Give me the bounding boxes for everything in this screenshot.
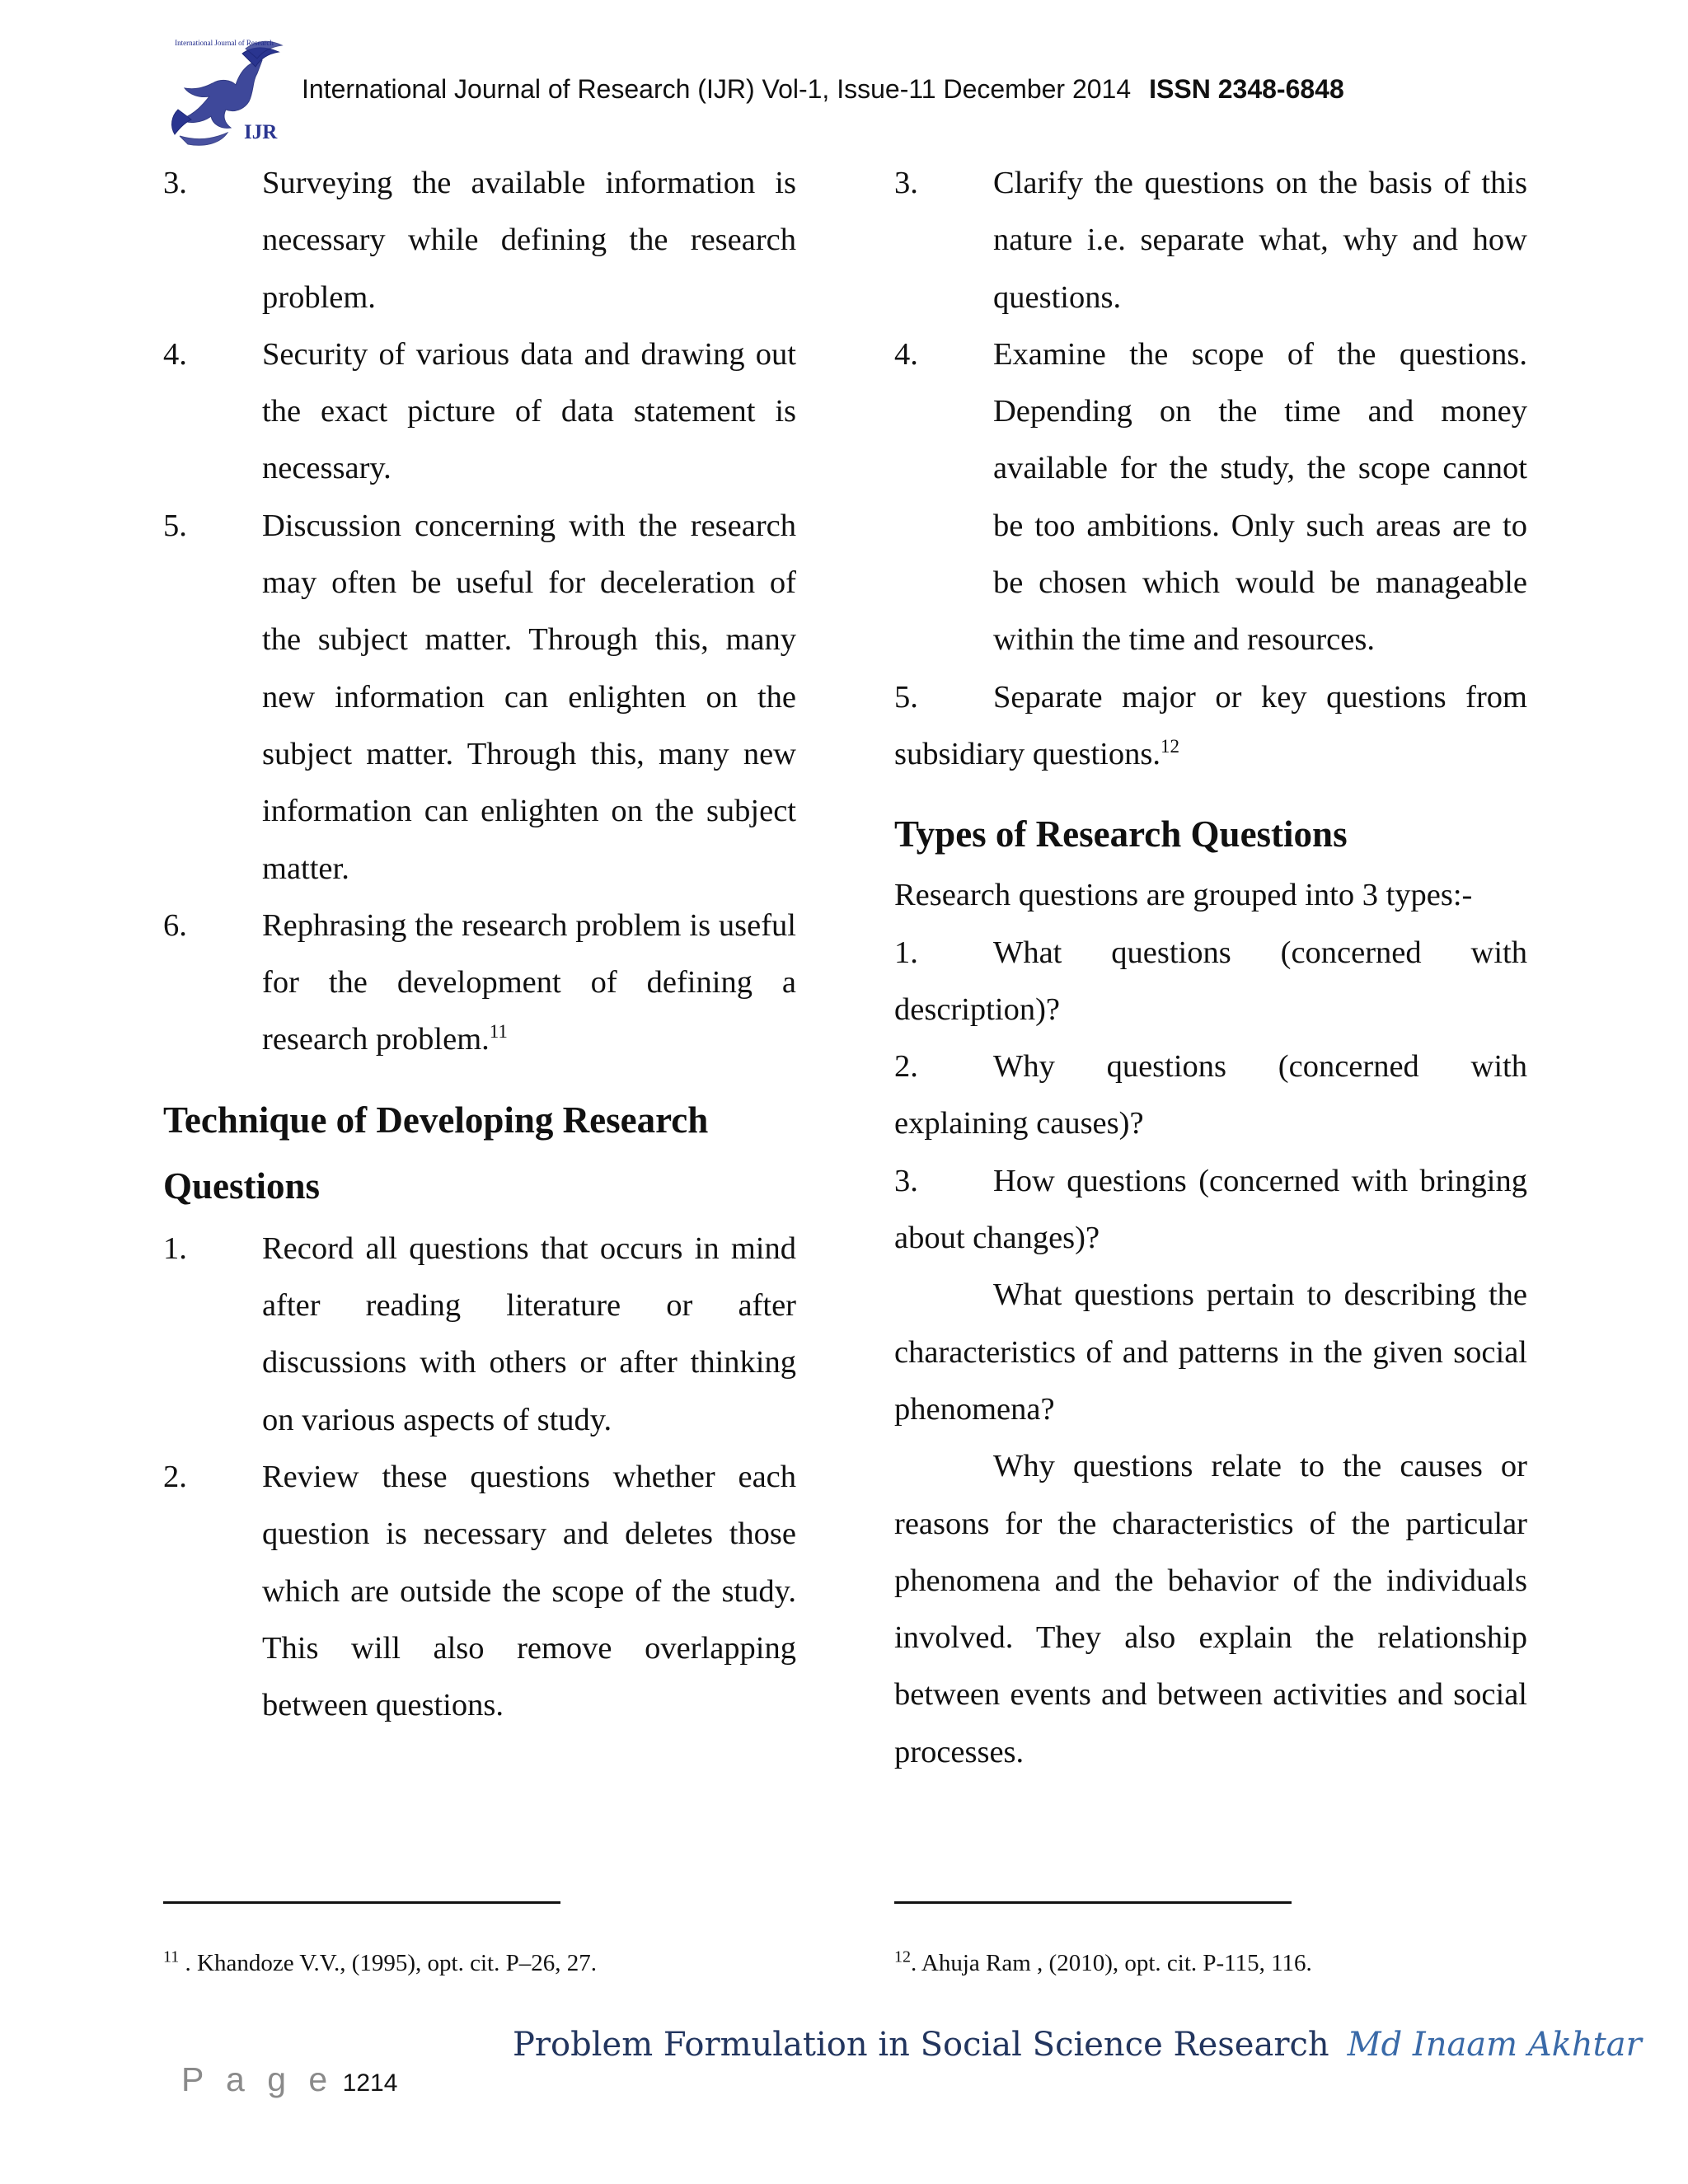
list-item [894,1038,1527,1153]
footnote-ref: 11 [489,1021,508,1043]
body-paragraph: Why questions relate to the causes or reasons for the characteristics of the particular phenomena and the behavior of the individuals involved. They also explain the relationship between events and between activities and social processes. [894,1449,1527,1769]
list-item [894,1153,1527,1268]
journal-issn: ISSN 2348-6848 [1149,74,1344,104]
list-text: Record all questions that occurs in mind after reading literature or after discussions with others or after thinking on various aspects of study. [262,1230,796,1437]
logo-ijr-text: IJR [244,121,278,143]
list-item [894,326,1527,669]
list-item [894,155,1527,326]
list-text: Separate major or key questions from subsidiary questions. [894,679,1527,771]
list-number: 3. [894,1163,918,1198]
page-number-label [181,2060,397,2099]
list-text: Discussion concerning with the research may often be useful for deceleration of the subject matter. Through this, many new information can enlighten on the subject matter. Through this, many new information can enlighten on the subject matter. [262,508,796,886]
logo-top-text: International Journal of Research [175,39,274,47]
list-item [163,1221,796,1449]
ijr-logo [163,37,285,161]
right-column [894,155,1527,1781]
page-number: 1214 [342,2069,398,2097]
list-number: 2. [163,1459,187,1494]
list-text: Security of various data and drawing out the exact picture of data statement is necessary. [262,336,796,486]
list-text: Clarify the questions on the basis of this nature i.e. separate what, why and how questions. [993,166,1527,315]
list-item [894,669,1527,784]
list-text: Why questions (concerned with explaining causes)? [894,1049,1527,1141]
list-item [163,155,796,326]
list-number: 4. [894,336,918,372]
footnote-number: 11 [163,1947,180,1966]
footnote-12 [894,1947,1312,1977]
list-text: Rephrasing the research problem is useful for the development of defining a research problem. [262,907,796,1057]
list-text: Surveying the available information is necessary while defining the research problem. [262,166,796,315]
footnote-separator [894,1901,1292,1904]
list-number: 3. [163,166,187,200]
journal-header [302,74,1344,105]
list-number: 6. [163,907,187,943]
list-text: How questions (concerned with bringing about changes)? [894,1163,1527,1256]
footnote-separator [163,1901,560,1904]
page-header [163,37,1523,161]
section-heading: Technique of Developing Research Questions [163,1099,709,1207]
list-number: 2. [894,1049,918,1085]
body-paragraph: What questions pertain to describing the characteristics of and patterns in the given social phenomena? [894,1277,1527,1427]
running-footer [513,2026,1642,2064]
footnote-number: 12 [894,1947,911,1966]
journal-title: International Journal of Research (IJR) Vol-1, Issue-11 December 2014 [302,74,1132,104]
section-heading: Types of Research Questions [894,813,1348,855]
list-text: Examine the scope of the questions. Depending on the time and money available for the study, the scope cannot be too ambitions. Only such areas are to be chosen which would be manageable within the time and resources. [993,336,1527,658]
list-number: 1. [894,935,918,970]
left-column [163,155,796,1734]
footnote-text: . Ahuja Ram , (2010), opt. cit. P-115, 116. [911,1950,1312,1976]
list-text: What questions (concerned with description)? [894,935,1527,1027]
list-number: 5. [894,679,918,715]
list-item [894,925,1527,1039]
footer-author: Md Inaam Akhtar [1347,2026,1642,2064]
footnote-11 [163,1947,597,1977]
footnote-ref: 12 [1160,736,1179,757]
footer-title: Problem Formulation in Social Science Research [513,2026,1329,2064]
list-item [163,326,796,498]
footnote-text: . Khandoze V.V., (1995), opt. cit. P–26, 27. [179,1950,597,1976]
list-item [163,898,796,1069]
list-text: Review these questions whether each question is necessary and deletes those which are outside the scope of the study. This will also remove overlapping between questions. [262,1459,796,1723]
list-number: 3. [894,166,918,200]
list-number: 4. [163,336,187,372]
list-item [163,1449,796,1734]
list-number: 5. [163,508,187,543]
list-number: 1. [163,1230,187,1266]
page-word: P a g e [181,2060,335,2098]
list-item [163,498,796,898]
intro-text: Research questions are grouped into 3 types:- [894,878,1473,913]
